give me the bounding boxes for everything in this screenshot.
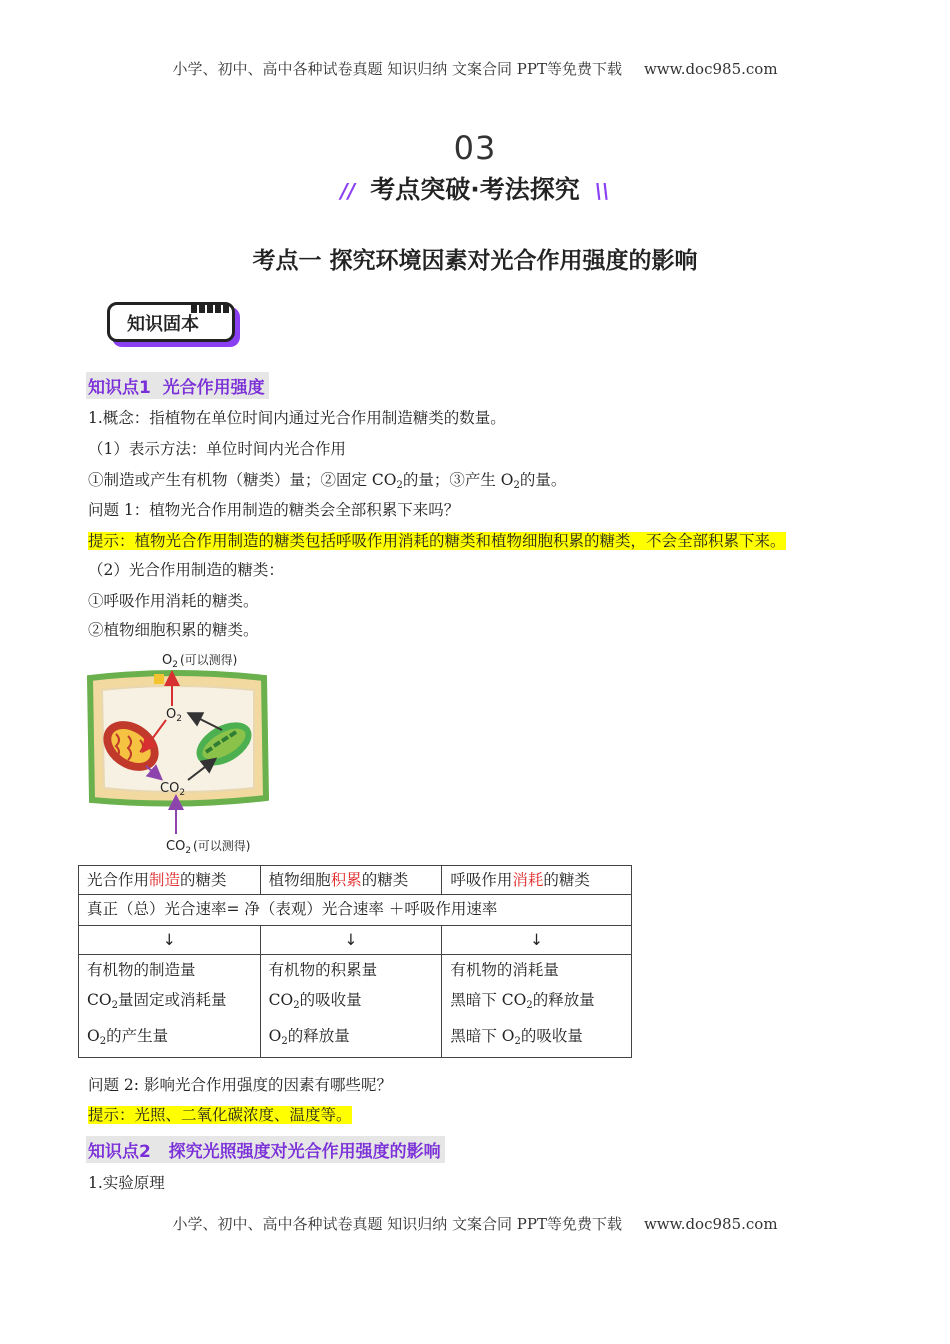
photosynthesis-table bbox=[78, 865, 632, 1058]
section-number-wrap bbox=[0, 128, 950, 168]
o2-top-label: $O_2$ (可以测得) bbox=[162, 653, 238, 670]
arrow-down-icon: ↓ bbox=[260, 926, 442, 955]
footer-text: 小学、初中、高中各种试卷真题 知识归纳 文案合同 PPT等免费下载 bbox=[172, 1215, 622, 1233]
table-row bbox=[79, 955, 632, 1058]
sugar-item-1: ①呼吸作用消耗的糖类。 bbox=[88, 592, 259, 610]
sugars-line: （2）光合作用制造的糖类： bbox=[88, 561, 284, 579]
cell-diagram bbox=[84, 648, 284, 858]
header-text: 小学、初中、高中各种试卷真题 知识归纳 文案合同 PPT等免费下载 bbox=[172, 60, 622, 78]
table-header-cell: 呼吸作用消耗的糖类 bbox=[442, 866, 632, 895]
badge-label: 知识固本 bbox=[127, 314, 199, 335]
measures-line: ①制造或产生有机物（糖类）量；②固定 $CO_2$的量；③产生 $O_2$的量。 bbox=[88, 471, 567, 491]
hint-1: 提示：植物光合作用制造的糖类包括呼吸作用消耗的糖类和植物细胞积累的糖类，不会全部积累下来。 bbox=[88, 532, 786, 550]
header-url[interactable]: www.doc985.com bbox=[643, 60, 778, 78]
question-2: 问题 2: 影响光合作用强度的因素有哪些呢？ bbox=[88, 1076, 392, 1094]
table-header-cell: 植物细胞积累的糖类 bbox=[260, 866, 442, 895]
kp2-title: 探究光照强度对光合作用强度的影响 bbox=[168, 1142, 441, 1162]
co2-mid-label: $CO_2$ bbox=[160, 781, 186, 798]
kp2-heading bbox=[86, 1136, 445, 1163]
kp1-heading bbox=[86, 372, 269, 399]
page-header bbox=[0, 58, 950, 79]
table-header-cell: 光合作用制造的糖类 bbox=[79, 866, 261, 895]
hint-2: 提示：光照、二氧化碳浓度、温度等。 bbox=[88, 1106, 352, 1124]
section-number: 03 bbox=[454, 128, 497, 168]
footer-url[interactable]: www.doc985.com bbox=[643, 1215, 778, 1233]
kp2-label: 知识点2 bbox=[88, 1142, 151, 1162]
section-title-wrap bbox=[0, 172, 950, 208]
arrow-down-icon: ↓ bbox=[79, 926, 261, 955]
kp1-label: 知识点1 bbox=[88, 378, 151, 398]
table-cell: 有机物的制造量 $CO_2$量固定或消耗量 $O_2$的产生量 bbox=[79, 955, 261, 1058]
concept-line: 1.概念：指植物在单位时间内通过光合作用制造糖类的数量。 bbox=[88, 409, 506, 427]
table-arrow-row bbox=[79, 926, 632, 955]
knowledge-badge bbox=[107, 302, 243, 346]
table-header-row bbox=[79, 866, 632, 895]
section-title: 考点突破·考法探究 bbox=[360, 172, 590, 208]
kaodian-title: 考点一 探究环境因素对光合作用强度的影响 bbox=[252, 248, 698, 274]
cell-diagram-svg bbox=[84, 648, 284, 858]
method-line: （1）表示方法：单位时间内光合作用 bbox=[88, 440, 346, 458]
o2-mid-label: $O_2$ bbox=[166, 707, 182, 724]
slash-right-icon: \\ bbox=[594, 179, 610, 203]
table-cell: 有机物的消耗量 黑暗下 $CO_2$的释放量 黑暗下 $O_2$的吸收量 bbox=[442, 955, 632, 1058]
table-cell: 有机物的积累量 $CO_2$的吸收量 $O_2$的释放量 bbox=[260, 955, 442, 1058]
slash-left-icon: // bbox=[340, 179, 356, 203]
table-formula-row bbox=[79, 895, 632, 926]
principle-line: 1.实验原理 bbox=[88, 1174, 165, 1192]
formula-cell: 真正（总）光合速率= 净（表观）光合速率 ＋呼吸作用速率 bbox=[79, 895, 632, 926]
sugar-item-2: ②植物细胞积累的糖类。 bbox=[88, 621, 259, 639]
co2-bottom-label: $CO_2$ (可以测得) bbox=[166, 839, 251, 856]
kp1-title: 光合作用强度 bbox=[162, 378, 265, 398]
page-footer bbox=[0, 1213, 950, 1234]
arrow-down-icon: ↓ bbox=[442, 926, 632, 955]
question-1: 问题 1：植物光合作用制造的糖类会全部积累下来吗？ bbox=[88, 501, 460, 519]
